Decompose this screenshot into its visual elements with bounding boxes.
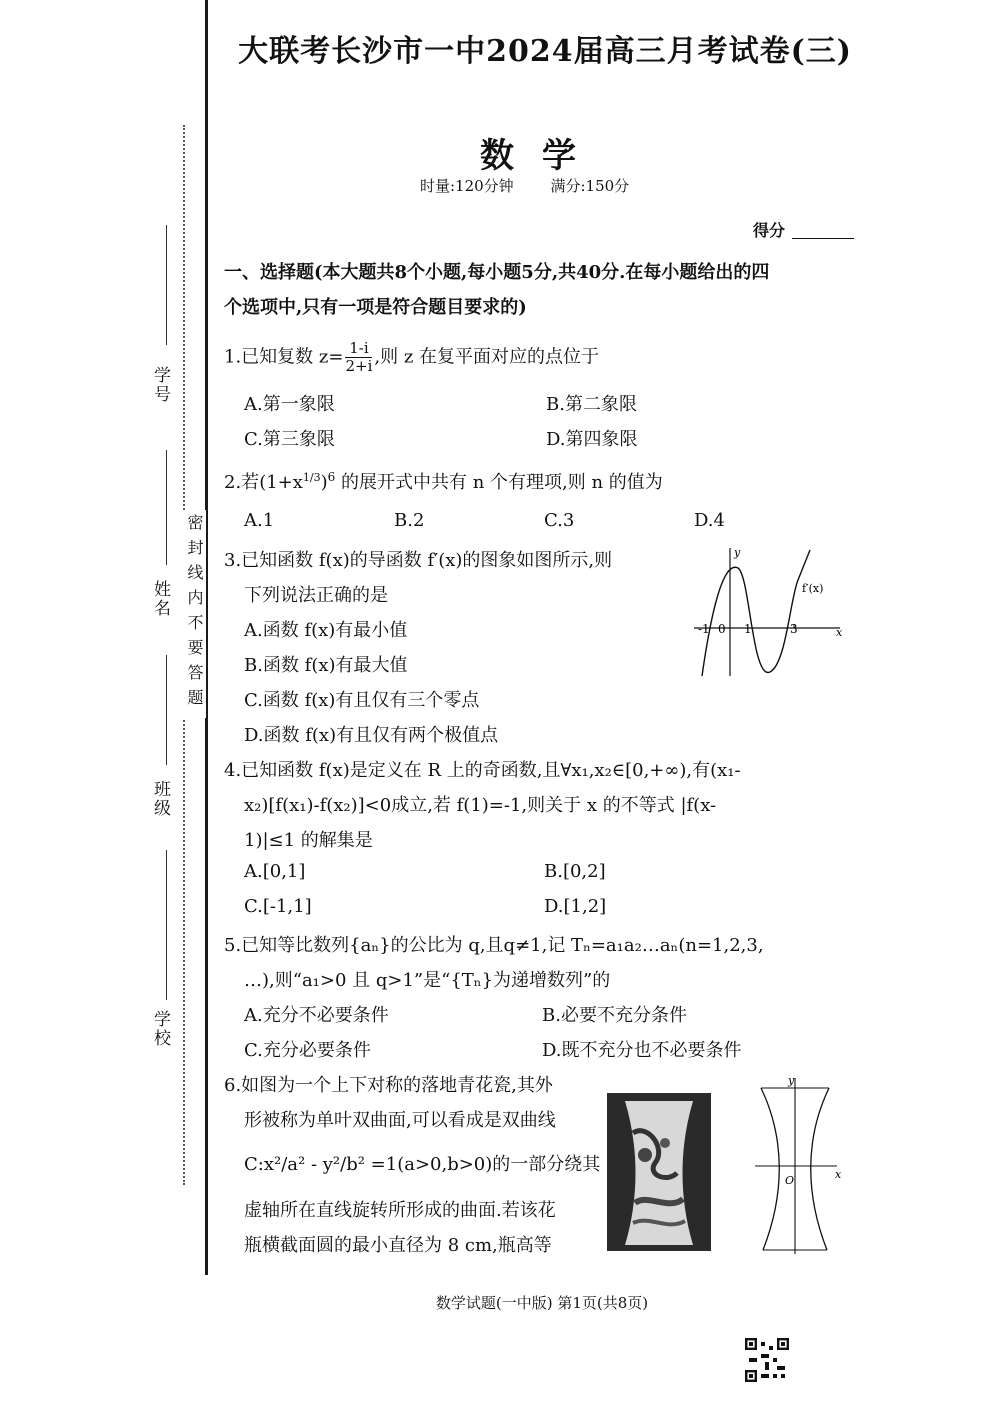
score-label: 得分 bbox=[753, 221, 786, 240]
school-blank bbox=[166, 850, 167, 1000]
subject-title: 数学 bbox=[480, 136, 604, 176]
q6-equation: x²/a² - y²/b² =1(a>0,b>0)的一部分绕其 bbox=[263, 1154, 601, 1175]
class-label: 班级 bbox=[150, 780, 170, 818]
name-label: 姓名 bbox=[150, 580, 170, 618]
q4-stem-line1: 4.已知函数 f(x)是定义在 R 上的奇函数,且∀x₁,x₂∈[0,+∞),有(x₁- bbox=[224, 760, 741, 781]
name-blank bbox=[166, 450, 167, 565]
q2-option-b[interactable]: B.2 bbox=[394, 510, 425, 531]
student-id-label: 学号 bbox=[150, 366, 170, 404]
student-id-blank bbox=[166, 225, 167, 345]
q3-curve-label: f′(x) bbox=[802, 582, 824, 595]
q1-option-b[interactable]: B.第二象限 bbox=[546, 394, 637, 415]
exam-title: 大联考长沙市一中2024届高三月考试卷(三) bbox=[238, 34, 852, 69]
q6-right-branch bbox=[811, 1088, 829, 1250]
q2-stem-start: 2.若 bbox=[224, 472, 260, 493]
q2-option-c[interactable]: C.3 bbox=[544, 510, 575, 531]
q2-option-d[interactable]: D.4 bbox=[694, 510, 725, 531]
section-heading-line2: 个选项中,只有一项是符合题目要求的) bbox=[224, 297, 527, 318]
q3-tick-neg1-label: -1 bbox=[698, 622, 710, 636]
q5-option-a[interactable]: A.充分不必要条件 bbox=[244, 1005, 389, 1026]
q3-option-d[interactable]: D.函数 f(x)有且仅有两个极值点 bbox=[244, 725, 499, 746]
q6-y-label: y bbox=[788, 1074, 795, 1087]
q1-option-d[interactable]: D.第四象限 bbox=[546, 429, 638, 450]
q2-inner-exponent: 1/3 bbox=[302, 471, 321, 484]
q1-stem-end: ,则 z 在复平面对应的点位于 bbox=[374, 346, 600, 368]
q5-option-b[interactable]: B.必要不充分条件 bbox=[542, 1005, 687, 1026]
q3-stem-line2: 下列说法正确的是 bbox=[244, 585, 388, 606]
q1-option-c[interactable]: C.第三象限 bbox=[244, 429, 335, 450]
q1-option-a[interactable]: A.第一象限 bbox=[244, 394, 335, 415]
q2-expr-close: ) bbox=[320, 472, 328, 493]
q3-option-b[interactable]: B.函数 f(x)有最大值 bbox=[244, 655, 408, 676]
q6-stem-line2: 形被称为单叶双曲面,可以看成是双曲线 bbox=[244, 1110, 556, 1131]
exam-meta bbox=[420, 175, 661, 196]
q3-tick-3-label: 3 bbox=[790, 622, 798, 636]
q2-expr: (1+x bbox=[259, 472, 303, 493]
q3-tick-1-label: 1 bbox=[744, 622, 752, 636]
q6-curve-name: C: bbox=[244, 1154, 264, 1175]
q3-option-c[interactable]: C.函数 f(x)有且仅有三个零点 bbox=[244, 690, 480, 711]
q6-stem-line5: 瓶横截面圆的最小直径为 8 cm,瓶高等 bbox=[244, 1235, 552, 1256]
q6-hyperbola-diagram bbox=[755, 1068, 850, 1258]
q1-frac-den: 2+i bbox=[345, 357, 373, 375]
q3-option-a[interactable]: A.函数 f(x)有最小值 bbox=[244, 620, 408, 641]
q4-option-b[interactable]: B.[0,2] bbox=[544, 861, 606, 882]
q3-curve bbox=[702, 550, 810, 676]
school-label: 学校 bbox=[150, 1010, 170, 1048]
class-blank bbox=[166, 655, 167, 765]
q3-y-label: y bbox=[734, 546, 741, 559]
q2-outer-exponent: 6 bbox=[327, 470, 336, 484]
page-footer: 数学试题(一中版) 第1页(共8页) bbox=[435, 1294, 649, 1312]
q6-x-label: x bbox=[835, 1168, 842, 1181]
seal-notice: 密封线内不要答题 bbox=[183, 510, 206, 718]
q2-stem-end: 的展开式中共有 n 个有理项,则 n 的值为 bbox=[335, 472, 663, 493]
q3-stem-line1: 3.已知函数 f(x)的导函数 f′(x)的图象如图所示,则 bbox=[224, 550, 613, 571]
q3-x-label: x bbox=[836, 626, 843, 639]
q6-left-branch bbox=[761, 1088, 779, 1250]
q3-derivative-graph bbox=[690, 540, 850, 680]
full-score: 满分:150分 bbox=[550, 177, 630, 195]
time-limit: 时量:120分钟 bbox=[420, 177, 514, 195]
q6-origin-label: O bbox=[785, 1174, 795, 1187]
q1-stem-start: 1.已知复数 z= bbox=[224, 346, 344, 368]
vase-photo bbox=[607, 1093, 711, 1251]
q1-fraction bbox=[345, 340, 372, 375]
q5-stem-line1: 5.已知等比数列{aₙ}的公比为 q,且q≠1,记 Tₙ=a₁a₂…aₙ(n=1,2,3, bbox=[224, 935, 764, 956]
q5-option-c[interactable]: C.充分必要条件 bbox=[244, 1040, 371, 1061]
qr-code[interactable] bbox=[745, 1338, 789, 1382]
q6-stem-line1: 6.如图为一个上下对称的落地青花瓷,其外 bbox=[224, 1075, 553, 1096]
q2-option-a[interactable]: A.1 bbox=[244, 510, 275, 531]
q4-stem-line2: x₂)[f(x₁)-f(x₂)]<0成立,若 f(1)=-1,则关于 x 的不等式 |f(x- bbox=[244, 795, 717, 816]
q6-stem-line3 bbox=[244, 1150, 600, 1176]
q3-tick-0-label: 0 bbox=[718, 622, 726, 636]
q4-option-a[interactable]: A.[0,1] bbox=[244, 861, 306, 882]
q4-option-d[interactable]: D.[1,2] bbox=[544, 896, 607, 917]
q1-frac-num: 1-i bbox=[345, 340, 372, 358]
q5-stem-line2: …),则“a₁>0 且 q>1”是“{Tₙ}为递增数列”的 bbox=[244, 970, 611, 991]
q4-stem-line3: 1)|≤1 的解集是 bbox=[244, 830, 373, 851]
q2-stem bbox=[224, 468, 663, 494]
q1-stem bbox=[224, 340, 599, 375]
q4-option-c[interactable]: C.[-1,1] bbox=[244, 896, 312, 917]
section-heading-line1: 一、选择题(本大题共8个小题,每小题5分,共40分.在每小题给出的四 bbox=[224, 262, 770, 283]
q5-option-d[interactable]: D.既不充分也不必要条件 bbox=[542, 1040, 742, 1061]
score-field[interactable] bbox=[792, 238, 854, 239]
q6-stem-line4: 虚轴所在直线旋转所形成的曲面.若该花 bbox=[244, 1200, 556, 1221]
